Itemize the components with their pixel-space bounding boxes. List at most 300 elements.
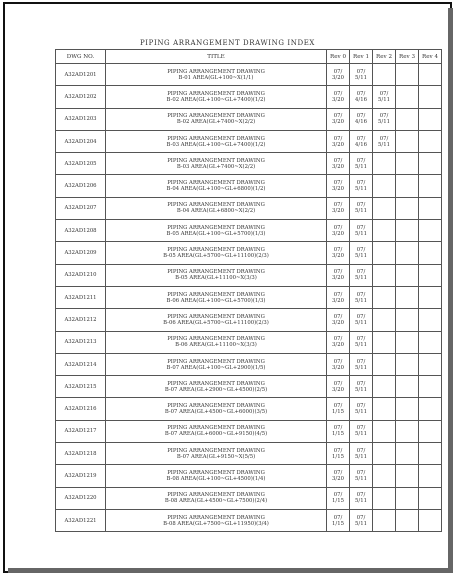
- drawing-title: [106, 443, 327, 465]
- rev-1-cell: [350, 309, 373, 331]
- rev-1-date: 5/11: [355, 520, 367, 527]
- rev-0-cell: [327, 175, 350, 197]
- rev-1-cell: [350, 197, 373, 219]
- rev-1-date: 5/11: [355, 453, 367, 460]
- rev-2-date: 5/11: [378, 119, 390, 126]
- rev-4-cell: [419, 264, 442, 286]
- title-line-2: B-05 AREA(GL+100~GL+5700)(1/3): [166, 230, 266, 237]
- dwg-number: A32AD1217: [56, 420, 106, 442]
- rev-2-cell: [373, 376, 396, 398]
- rev-1-year: 07/: [356, 447, 366, 454]
- title-line-1: PIPING ARRANGEMENT DRAWING: [167, 469, 265, 476]
- rev-0-year: 07/: [333, 313, 343, 320]
- dwg-number: A32AD1205: [56, 153, 106, 175]
- rev-1-cell: [350, 153, 373, 175]
- dwg-number: A32AD1215: [56, 376, 106, 398]
- rev-0-year: 07/: [333, 180, 343, 187]
- table-row: [56, 64, 442, 86]
- header-rev-4: Rev 4: [419, 50, 442, 64]
- title-line-2: B-03 AREA(GL+100~GL+7400)(1/2): [166, 141, 266, 148]
- dwg-number: A32AD1204: [56, 130, 106, 152]
- rev-2-date: 5/11: [378, 96, 390, 103]
- table-row: [56, 398, 442, 420]
- title-line-1: PIPING ARRANGEMENT DRAWING: [167, 68, 265, 75]
- rev-1-date: 5/11: [355, 208, 367, 215]
- rev-0-cell: [327, 86, 350, 108]
- rev-2-cell: [373, 242, 396, 264]
- rev-1-year: 07/: [356, 224, 366, 231]
- rev-4-cell: [419, 130, 442, 152]
- rev-1-year: 07/: [356, 113, 366, 120]
- rev-0-year: 07/: [333, 492, 343, 499]
- rev-0-cell: [327, 242, 350, 264]
- rev-0-date: 3/20: [332, 275, 344, 282]
- rev-3-cell: [396, 487, 419, 509]
- rev-3-cell: [396, 286, 419, 308]
- title-line-1: PIPING ARRANGEMENT DRAWING: [167, 403, 265, 410]
- title-line-1: PIPING ARRANGEMENT DRAWING: [167, 380, 265, 387]
- title-line-1: PIPING ARRANGEMENT DRAWING: [167, 447, 265, 454]
- rev-1-cell: [350, 376, 373, 398]
- rev-0-date: 3/20: [332, 386, 344, 393]
- rev-1-date: 4/16: [355, 96, 367, 103]
- table-row: [56, 264, 442, 286]
- rev-1-cell: [350, 86, 373, 108]
- rev-1-year: 07/: [356, 247, 366, 254]
- drawing-title: [106, 331, 327, 353]
- rev-0-cell: [327, 309, 350, 331]
- rev-1-date: 5/11: [355, 386, 367, 393]
- rev-0-cell: [327, 443, 350, 465]
- header-title: TITLE: [106, 50, 327, 64]
- rev-2-cell: [373, 398, 396, 420]
- header-dwg-no: DWG NO.: [56, 50, 106, 64]
- dwg-number: A32AD1203: [56, 108, 106, 130]
- title-line-1: PIPING ARRANGEMENT DRAWING: [167, 492, 265, 499]
- drawing-title: [106, 220, 327, 242]
- rev-4-cell: [419, 64, 442, 86]
- rev-3-cell: [396, 398, 419, 420]
- title-line-2: B-02 AREA(GL+100~GL+7400)(1/2): [166, 96, 266, 103]
- rev-4-cell: [419, 175, 442, 197]
- rev-0-date: 3/20: [332, 297, 344, 304]
- rev-0-cell: [327, 286, 350, 308]
- table-row: [56, 309, 442, 331]
- drawing-title: [106, 175, 327, 197]
- rev-1-year: 07/: [356, 180, 366, 187]
- rev-0-year: 07/: [333, 247, 343, 254]
- rev-2-cell: [373, 220, 396, 242]
- rev-0-year: 07/: [333, 380, 343, 387]
- title-line-2: B-05 AREA(GL+5700~GL+11100)(2/3): [163, 253, 269, 260]
- rev-0-cell: [327, 509, 350, 531]
- rev-4-cell: [419, 86, 442, 108]
- title-line-1: PIPING ARRANGEMENT DRAWING: [167, 135, 265, 142]
- dwg-number: A32AD1210: [56, 264, 106, 286]
- drawing-title: [106, 286, 327, 308]
- title-line-1: PIPING ARRANGEMENT DRAWING: [167, 157, 265, 164]
- table-row: [56, 175, 442, 197]
- table-row: [56, 86, 442, 108]
- rev-0-date: 3/20: [332, 364, 344, 371]
- table-row: [56, 331, 442, 353]
- rev-1-year: 07/: [356, 269, 366, 276]
- rev-0-cell: [327, 153, 350, 175]
- title-line-2: B-06 AREA(GL+100~GL+5700)(1/3): [166, 297, 266, 304]
- rev-2-cell: [373, 153, 396, 175]
- rev-0-year: 07/: [333, 113, 343, 120]
- table-row: [56, 242, 442, 264]
- rev-1-date: 5/11: [355, 275, 367, 282]
- rev-1-date: 5/11: [355, 163, 367, 170]
- rev-0-date: 3/20: [332, 253, 344, 260]
- rev-2-cell: [373, 108, 396, 130]
- rev-1-cell: [350, 264, 373, 286]
- rev-0-year: 07/: [333, 403, 343, 410]
- rev-4-cell: [419, 242, 442, 264]
- rev-0-date: 3/20: [332, 74, 344, 81]
- drawing-title: [106, 197, 327, 219]
- rev-0-cell: [327, 108, 350, 130]
- rev-0-year: 07/: [333, 90, 343, 97]
- rev-2-cell: [373, 130, 396, 152]
- rev-1-year: 07/: [356, 514, 366, 521]
- dwg-number: A32AD1218: [56, 443, 106, 465]
- dwg-number: A32AD1206: [56, 175, 106, 197]
- rev-1-date: 5/11: [355, 74, 367, 81]
- rev-0-year: 07/: [333, 425, 343, 432]
- title-line-2: B-06 AREA(GL+5700~GL+11100)(2/3): [163, 319, 269, 326]
- title-line-2: B-07 AREA(GL+6000~GL+9150)(4/5): [164, 431, 268, 438]
- rev-1-year: 07/: [356, 68, 366, 75]
- rev-1-cell: [350, 242, 373, 264]
- title-line-1: PIPING ARRANGEMENT DRAWING: [167, 336, 265, 343]
- rev-0-date: 3/20: [332, 208, 344, 215]
- rev-3-cell: [396, 197, 419, 219]
- rev-2-cell: [373, 443, 396, 465]
- rev-2-date: 5/11: [378, 141, 390, 148]
- rev-1-date: 5/11: [355, 409, 367, 416]
- rev-2-cell: [373, 264, 396, 286]
- rev-1-year: 07/: [356, 202, 366, 209]
- header-rev-0: Rev 0: [327, 50, 350, 64]
- table-row: [56, 420, 442, 442]
- drawing-title: [106, 309, 327, 331]
- rev-1-cell: [350, 509, 373, 531]
- rev-2-year: 07/: [379, 135, 389, 142]
- rev-0-date: 1/15: [332, 431, 344, 438]
- dwg-number: A32AD1202: [56, 86, 106, 108]
- title-line-2: B-08 AREA(GL+7500~GL+11950)(3/4): [163, 520, 269, 527]
- rev-1-date: 4/16: [355, 119, 367, 126]
- rev-3-cell: [396, 242, 419, 264]
- rev-0-date: 3/20: [332, 96, 344, 103]
- title-line-2: B-06 AREA(GL+11100~X(3/3): [175, 342, 257, 349]
- title-line-1: PIPING ARRANGEMENT DRAWING: [167, 202, 265, 209]
- rev-4-cell: [419, 286, 442, 308]
- rev-0-date: 3/20: [332, 141, 344, 148]
- title-line-2: B-01 AREA(GL+100~X(1/1): [178, 74, 254, 81]
- rev-0-cell: [327, 353, 350, 375]
- rev-3-cell: [396, 108, 419, 130]
- title-line-1: PIPING ARRANGEMENT DRAWING: [167, 90, 265, 97]
- rev-2-cell: [373, 331, 396, 353]
- rev-0-year: 07/: [333, 202, 343, 209]
- rev-0-date: 3/20: [332, 342, 344, 349]
- rev-1-date: 5/11: [355, 186, 367, 193]
- rev-1-date: 5/11: [355, 364, 367, 371]
- rev-0-year: 07/: [333, 358, 343, 365]
- rev-1-year: 07/: [356, 403, 366, 410]
- title-line-1: PIPING ARRANGEMENT DRAWING: [167, 358, 265, 365]
- rev-4-cell: [419, 465, 442, 487]
- dwg-number: A32AD1221: [56, 509, 106, 531]
- rev-1-year: 07/: [356, 313, 366, 320]
- rev-3-cell: [396, 420, 419, 442]
- rev-0-year: 07/: [333, 68, 343, 75]
- rev-3-cell: [396, 331, 419, 353]
- header-rev-3: Rev 3: [396, 50, 419, 64]
- rev-1-date: 5/11: [355, 431, 367, 438]
- rev-0-date: 3/20: [332, 475, 344, 482]
- rev-2-cell: [373, 309, 396, 331]
- drawing-title: [106, 376, 327, 398]
- rev-2-year: 07/: [379, 90, 389, 97]
- rev-3-cell: [396, 175, 419, 197]
- rev-1-year: 07/: [356, 135, 366, 142]
- rev-0-year: 07/: [333, 157, 343, 164]
- rev-1-cell: [350, 420, 373, 442]
- rev-3-cell: [396, 264, 419, 286]
- rev-1-date: 5/11: [355, 475, 367, 482]
- rev-1-year: 07/: [356, 291, 366, 298]
- rev-1-date: 5/11: [355, 230, 367, 237]
- rev-4-cell: [419, 398, 442, 420]
- rev-1-year: 07/: [356, 425, 366, 432]
- rev-4-cell: [419, 220, 442, 242]
- drawing-title: [106, 130, 327, 152]
- table-row: [56, 509, 442, 531]
- rev-0-date: 3/20: [332, 319, 344, 326]
- drawing-title: [106, 64, 327, 86]
- rev-1-cell: [350, 443, 373, 465]
- rev-1-date: 5/11: [355, 253, 367, 260]
- table-row: [56, 130, 442, 152]
- rev-1-cell: [350, 398, 373, 420]
- rev-1-year: 07/: [356, 469, 366, 476]
- rev-0-cell: [327, 264, 350, 286]
- drawing-title: [106, 465, 327, 487]
- dwg-number: A32AD1214: [56, 353, 106, 375]
- rev-2-cell: [373, 487, 396, 509]
- rev-3-cell: [396, 64, 419, 86]
- rev-2-cell: [373, 353, 396, 375]
- table-row: [56, 465, 442, 487]
- rev-0-date: 3/20: [332, 163, 344, 170]
- drawing-title: [106, 420, 327, 442]
- rev-0-year: 07/: [333, 224, 343, 231]
- rev-1-cell: [350, 465, 373, 487]
- rev-1-year: 07/: [356, 380, 366, 387]
- rev-3-cell: [396, 376, 419, 398]
- rev-4-cell: [419, 353, 442, 375]
- table-row: [56, 153, 442, 175]
- table-row: [56, 353, 442, 375]
- title-line-2: B-07 AREA(GL+9150~X(5/5): [176, 453, 256, 460]
- dwg-number: A32AD1209: [56, 242, 106, 264]
- rev-0-year: 07/: [333, 135, 343, 142]
- rev-3-cell: [396, 353, 419, 375]
- rev-0-cell: [327, 130, 350, 152]
- title-line-1: PIPING ARRANGEMENT DRAWING: [167, 514, 265, 521]
- table-row: [56, 487, 442, 509]
- rev-0-date: 3/20: [332, 230, 344, 237]
- rev-2-cell: [373, 175, 396, 197]
- header-rev-2: Rev 2: [373, 50, 396, 64]
- rev-3-cell: [396, 509, 419, 531]
- rev-2-cell: [373, 420, 396, 442]
- title-line-1: PIPING ARRANGEMENT DRAWING: [167, 180, 265, 187]
- rev-4-cell: [419, 376, 442, 398]
- rev-4-cell: [419, 443, 442, 465]
- dwg-number: A32AD1212: [56, 309, 106, 331]
- rev-4-cell: [419, 197, 442, 219]
- rev-0-year: 07/: [333, 269, 343, 276]
- rev-4-cell: [419, 331, 442, 353]
- rev-4-cell: [419, 420, 442, 442]
- rev-1-date: 5/11: [355, 297, 367, 304]
- rev-1-cell: [350, 331, 373, 353]
- rev-1-cell: [350, 64, 373, 86]
- rev-0-cell: [327, 64, 350, 86]
- table-row: [56, 108, 442, 130]
- rev-4-cell: [419, 153, 442, 175]
- rev-1-cell: [350, 286, 373, 308]
- drawing-title: [106, 487, 327, 509]
- rev-2-cell: [373, 86, 396, 108]
- title-line-2: B-07 AREA(GL+2900~GL+4500)(2/5): [164, 386, 268, 393]
- title-line-2: B-03 AREA(GL+7400~X(2/2): [176, 163, 256, 170]
- rev-0-cell: [327, 398, 350, 420]
- rev-0-cell: [327, 331, 350, 353]
- rev-1-cell: [350, 220, 373, 242]
- title-line-1: PIPING ARRANGEMENT DRAWING: [167, 224, 265, 231]
- rev-0-year: 07/: [333, 447, 343, 454]
- frame-shadow-right: [448, 8, 453, 573]
- table-row: [56, 197, 442, 219]
- drawing-title: [106, 264, 327, 286]
- rev-0-cell: [327, 197, 350, 219]
- title-line-2: B-07 AREA(GL+4500~GL+6000)(3/5): [164, 409, 268, 416]
- rev-0-date: 3/20: [332, 119, 344, 126]
- index-title: PIPING ARRANGEMENT DRAWING INDEX: [139, 39, 316, 47]
- rev-1-year: 07/: [356, 90, 366, 97]
- table-row: [56, 220, 442, 242]
- title-line-2: B-05 AREA(GL+11100~X(3/3): [175, 275, 257, 282]
- rev-0-date: 3/20: [332, 186, 344, 193]
- drawing-title: [106, 242, 327, 264]
- rev-0-year: 07/: [333, 514, 343, 521]
- drawing-title: [106, 108, 327, 130]
- dwg-number: A32AD1207: [56, 197, 106, 219]
- title-line-2: B-07 AREA(GL+100~GL+2900)(1/5): [166, 364, 266, 371]
- rev-3-cell: [396, 153, 419, 175]
- rev-2-cell: [373, 465, 396, 487]
- rev-0-cell: [327, 376, 350, 398]
- header-row: [56, 50, 442, 64]
- table-row: [56, 376, 442, 398]
- rev-0-date: 1/15: [332, 520, 344, 527]
- rev-1-year: 07/: [356, 492, 366, 499]
- rev-2-cell: [373, 197, 396, 219]
- rev-4-cell: [419, 108, 442, 130]
- title-line-2: B-08 AREA(GL+100~GL+4500)(1/4): [166, 475, 266, 482]
- rev-0-cell: [327, 220, 350, 242]
- rev-3-cell: [396, 443, 419, 465]
- drawing-title: [106, 398, 327, 420]
- rev-3-cell: [396, 309, 419, 331]
- rev-4-cell: [419, 309, 442, 331]
- title-line-2: B-02 AREA(GL+7400~X(2/2): [176, 119, 256, 126]
- rev-0-date: 1/15: [332, 498, 344, 505]
- rev-0-cell: [327, 465, 350, 487]
- rev-1-cell: [350, 108, 373, 130]
- rev-2-cell: [373, 64, 396, 86]
- rev-0-cell: [327, 420, 350, 442]
- table-row: [56, 443, 442, 465]
- rev-2-year: 07/: [379, 113, 389, 120]
- title-line-2: B-04 AREA(GL+100~GL+6800)(1/2): [166, 186, 266, 193]
- rev-1-date: 5/11: [355, 498, 367, 505]
- title-line-1: PIPING ARRANGEMENT DRAWING: [167, 269, 265, 276]
- dwg-number: A32AD1220: [56, 487, 106, 509]
- rev-1-year: 07/: [356, 336, 366, 343]
- title-line-1: PIPING ARRANGEMENT DRAWING: [167, 425, 265, 432]
- rev-1-cell: [350, 487, 373, 509]
- rev-1-date: 4/16: [355, 141, 367, 148]
- dwg-number: A32AD1213: [56, 331, 106, 353]
- drawing-title: [106, 86, 327, 108]
- rev-0-year: 07/: [333, 469, 343, 476]
- rev-0-year: 07/: [333, 336, 343, 343]
- dwg-number: A32AD1219: [56, 465, 106, 487]
- title-line-2: B-04 AREA(GL+6800~X(2/2): [176, 208, 256, 215]
- dwg-number: A32AD1201: [56, 64, 106, 86]
- dwg-number: A32AD1211: [56, 286, 106, 308]
- rev-1-cell: [350, 353, 373, 375]
- drawing-title: [106, 509, 327, 531]
- rev-0-cell: [327, 487, 350, 509]
- rev-1-year: 07/: [356, 358, 366, 365]
- title-line-1: PIPING ARRANGEMENT DRAWING: [167, 113, 265, 120]
- rev-1-date: 5/11: [355, 319, 367, 326]
- rev-0-year: 07/: [333, 291, 343, 298]
- title-line-2: B-08 AREA(GL+4500~GL+7500)(2/4): [164, 498, 268, 505]
- rev-0-date: 1/15: [332, 409, 344, 416]
- table-row: [56, 286, 442, 308]
- title-line-1: PIPING ARRANGEMENT DRAWING: [167, 291, 265, 298]
- drawing-index-table: [55, 49, 442, 532]
- rev-1-cell: [350, 175, 373, 197]
- dwg-number: A32AD1208: [56, 220, 106, 242]
- rev-1-year: 07/: [356, 157, 366, 164]
- rev-3-cell: [396, 465, 419, 487]
- rev-4-cell: [419, 509, 442, 531]
- rev-1-date: 5/11: [355, 342, 367, 349]
- header-rev-1: Rev 1: [350, 50, 373, 64]
- rev-2-cell: [373, 286, 396, 308]
- rev-3-cell: [396, 86, 419, 108]
